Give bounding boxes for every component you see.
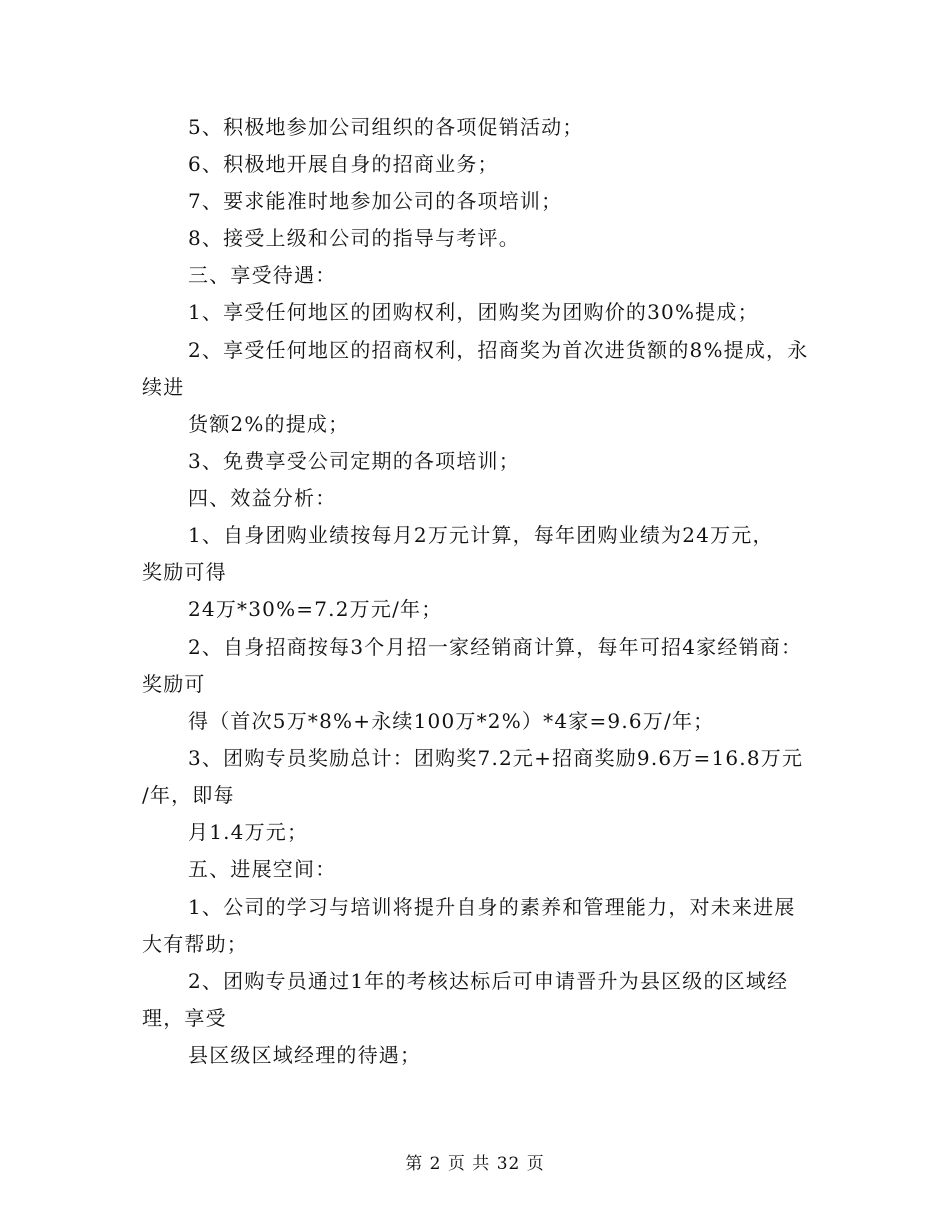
text-line: 奖励可得	[142, 560, 227, 584]
text-line: 24万*30%=7.2万元/年；	[188, 597, 443, 621]
text-line: 1、公司的学习与培训将提升自身的素养和管理能力，对未来进展	[188, 895, 796, 919]
text-line: /年，即每	[142, 783, 235, 807]
page-number: 第 2 页 共 32 页	[405, 1154, 545, 1174]
text-line: 1、享受任何地区的团购权利，团购奖为团购价的30%提成；	[188, 300, 759, 324]
section-heading: 三、享受待遇：	[188, 263, 337, 287]
text-line: 县区级区域经理的待遇；	[188, 1043, 422, 1067]
text-line: 月1.4万元；	[188, 820, 309, 844]
text-line: 得（首次5万*8%+永续100万*2%）*4家=9.6万/年；	[188, 709, 715, 733]
text-line: 3、团购专员奖励总计：团购奖7.2元+招商奖励9.6万=16.8万元	[188, 746, 804, 770]
text-line: 1、自身团购业绩按每月2万元计算，每年团购业绩为24万元，	[188, 523, 774, 547]
text-line: 2、团购专员通过1年的考核达标后可申请晋升为县区级的区域经	[188, 969, 789, 993]
text-line: 大有帮助；	[142, 932, 248, 956]
text-line: 2、享受任何地区的招商权利，招商奖为首次进货额的8%提成，永	[188, 338, 809, 362]
text-line: 奖励可	[142, 672, 206, 696]
text-line: 货额2%的提成；	[188, 412, 350, 436]
text-line: 7、要求能准时地参加公司的各项培训；	[188, 189, 563, 213]
text-line: 6、积极地开展自身的招商业务；	[188, 152, 499, 176]
text-line: 5、积极地参加公司组织的各项促销活动；	[188, 115, 584, 139]
text-line: 3、免费享受公司定期的各项培训；	[188, 449, 520, 473]
text-line: 续进	[142, 375, 185, 399]
text-line: 2、自身招商按每3个月招一家经销商计算，每年可招4家经销商：	[188, 635, 803, 659]
section-heading: 五、进展空间：	[188, 857, 337, 881]
text-line: 8、接受上级和公司的指导与考评。	[188, 226, 520, 250]
section-heading: 四、效益分析：	[188, 486, 337, 510]
text-line: 理，享受	[142, 1006, 227, 1030]
page-footer	[0, 1152, 950, 1176]
